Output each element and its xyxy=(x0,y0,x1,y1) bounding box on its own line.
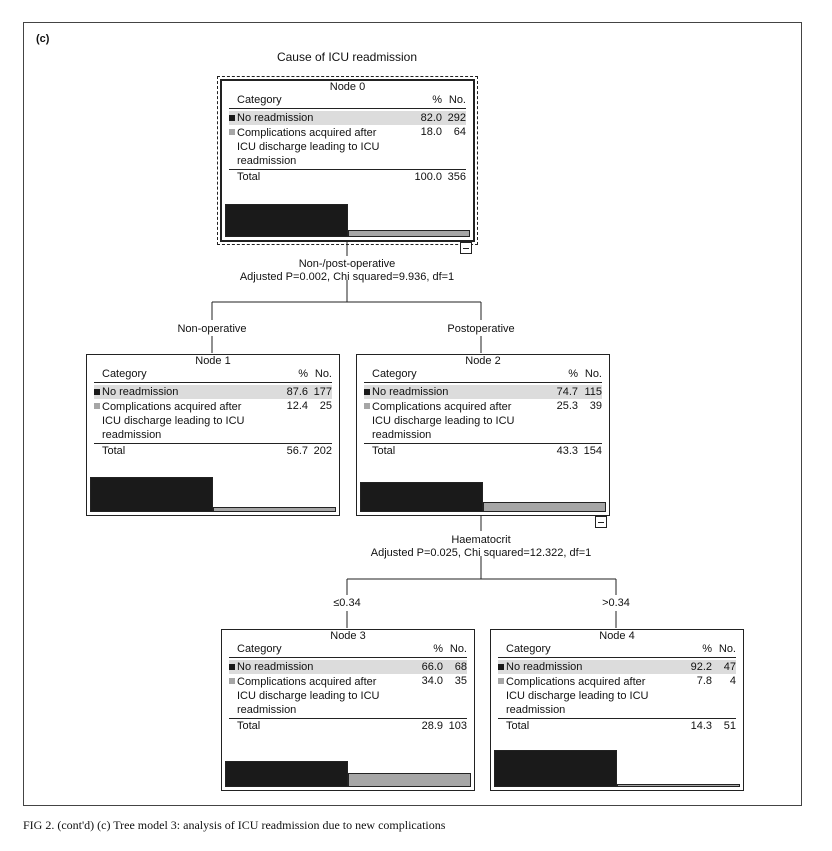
pct-value: 74.7 xyxy=(556,386,578,398)
header-category: Category xyxy=(506,643,551,655)
split0-variable: Non-/post-operative xyxy=(298,258,396,270)
complications-bar xyxy=(348,230,471,237)
total-label: Total xyxy=(237,720,261,732)
no-readmission-bar xyxy=(90,477,213,512)
split1-variable: Haematocrit xyxy=(451,534,511,546)
category-label: No readmission xyxy=(102,386,179,398)
pct-value: 82.0 xyxy=(420,112,442,124)
header-no: No. xyxy=(584,368,602,380)
count-value: 51 xyxy=(723,720,736,732)
no-readmission-swatch xyxy=(94,389,100,395)
complications-bar xyxy=(617,784,740,787)
row-total xyxy=(498,719,736,735)
no-readmission-bar xyxy=(360,482,483,512)
category-label: Complications acquired after ICU discharge leading to ICU readmission xyxy=(237,127,380,167)
category-label: Complications acquired after ICU discharge leading to ICU readmission xyxy=(372,401,515,441)
header-category: Category xyxy=(237,94,282,106)
split0-stats: Adjusted P=0.002, Chi squared=9.936, df=1 xyxy=(239,271,455,283)
node-bar-chart xyxy=(225,197,470,237)
node-bar-chart xyxy=(360,472,606,512)
count-value: 4 xyxy=(729,675,736,687)
node2-collapse-icon[interactable] xyxy=(595,516,607,528)
header-category: Category xyxy=(372,368,417,380)
node-title: Node 4 xyxy=(599,630,635,642)
category-label: Complications acquired after ICU discharge leading to ICU readmission xyxy=(237,676,380,716)
tree-node-2[interactable] xyxy=(356,354,610,516)
tree-title: Cause of ICU readmission xyxy=(276,50,418,64)
count-value: 103 xyxy=(448,720,467,732)
total-label: Total xyxy=(102,445,126,457)
node-bar-chart xyxy=(225,747,471,787)
count-value: 64 xyxy=(453,126,466,138)
no-readmission-bar xyxy=(225,761,348,787)
header-no: No. xyxy=(718,643,736,655)
header-pct: % xyxy=(568,368,578,380)
split0-left-label: Non-operative xyxy=(177,323,247,335)
count-value: 115 xyxy=(584,386,602,398)
header-no: No. xyxy=(314,368,332,380)
pct-value: 56.7 xyxy=(286,445,308,457)
category-label: No readmission xyxy=(372,386,449,398)
node-table xyxy=(364,367,602,460)
tree-node-3[interactable] xyxy=(221,629,475,791)
total-label: Total xyxy=(506,720,530,732)
node-table xyxy=(229,93,466,186)
node-table xyxy=(498,642,736,735)
count-value: 47 xyxy=(723,661,736,673)
complications-bar xyxy=(483,502,606,512)
count-value: 292 xyxy=(447,112,466,124)
count-value: 25 xyxy=(319,400,332,412)
complications-swatch xyxy=(229,678,235,684)
row-total xyxy=(364,444,602,460)
row-complications xyxy=(229,674,467,719)
pct-value: 43.3 xyxy=(556,445,578,457)
table-header-row xyxy=(94,367,332,383)
split1-stats: Adjusted P=0.025, Chi squared=12.322, df=1 xyxy=(370,547,592,559)
pct-value: 28.9 xyxy=(421,720,443,732)
table-header-row xyxy=(229,93,466,109)
node-title: Node 0 xyxy=(329,81,366,93)
count-value: 202 xyxy=(313,445,332,457)
complications-bar xyxy=(213,507,336,512)
total-label: Total xyxy=(237,171,261,183)
node-title: Node 1 xyxy=(195,355,231,367)
table-header-row xyxy=(229,642,467,658)
row-no-readmission xyxy=(498,660,736,674)
pct-value: 66.0 xyxy=(421,661,443,673)
table-header-row xyxy=(498,642,736,658)
row-complications xyxy=(229,125,466,170)
node-bar-chart xyxy=(494,747,740,787)
no-readmission-bar xyxy=(225,204,348,237)
table-header-row xyxy=(364,367,602,383)
tree-node-1[interactable] xyxy=(86,354,340,516)
tree-node-4[interactable] xyxy=(490,629,744,791)
header-pct: % xyxy=(432,94,442,106)
category-label: Complications acquired after ICU discharge leading to ICU readmission xyxy=(102,401,245,441)
header-no: No. xyxy=(448,94,466,106)
row-total xyxy=(229,170,466,186)
pct-value: 34.0 xyxy=(421,675,443,687)
node-title: Node 3 xyxy=(330,630,366,642)
row-complications xyxy=(498,674,736,719)
category-label: Complications acquired after ICU discharge leading to ICU readmission xyxy=(506,676,649,716)
node-table xyxy=(229,642,467,735)
category-label: No readmission xyxy=(506,661,583,673)
pct-value: 14.3 xyxy=(690,720,712,732)
split1-right-label: >0.34 xyxy=(602,597,630,609)
count-value: 35 xyxy=(454,675,467,687)
complications-swatch xyxy=(364,403,370,409)
figure-caption: FIG 2. (cont'd) (c) Tree model 3: analysis of ICU readmission due to new complications xyxy=(23,818,446,832)
count-value: 177 xyxy=(313,386,332,398)
no-readmission-swatch xyxy=(229,115,235,121)
complications-swatch xyxy=(229,129,235,135)
no-readmission-bar xyxy=(494,750,617,787)
category-label: No readmission xyxy=(237,661,314,673)
row-no-readmission xyxy=(229,660,467,674)
node0-collapse-icon[interactable] xyxy=(460,242,472,254)
row-no-readmission xyxy=(94,385,332,399)
total-label: Total xyxy=(372,445,396,457)
count-value: 356 xyxy=(447,171,466,183)
node-table xyxy=(94,367,332,460)
node-title: Node 2 xyxy=(465,355,501,367)
row-complications xyxy=(364,399,602,444)
pct-value: 7.8 xyxy=(696,675,712,687)
node-bar-chart xyxy=(90,472,336,512)
split0-right-label: Postoperative xyxy=(447,323,515,335)
header-no: No. xyxy=(449,643,467,655)
row-total xyxy=(229,719,467,735)
row-complications xyxy=(94,399,332,444)
row-total xyxy=(94,444,332,460)
category-label: No readmission xyxy=(237,112,314,124)
no-readmission-swatch xyxy=(229,664,235,670)
split1-left-label: ≤0.34 xyxy=(333,597,361,609)
pct-value: 100.0 xyxy=(414,171,442,183)
figure-panel xyxy=(23,22,802,806)
count-value: 68 xyxy=(454,661,467,673)
complications-swatch xyxy=(498,678,504,684)
no-readmission-swatch xyxy=(498,664,504,670)
header-category: Category xyxy=(237,643,282,655)
header-category: Category xyxy=(102,368,147,380)
panel-label: (c) xyxy=(36,33,50,45)
pct-value: 18.0 xyxy=(420,126,442,138)
row-no-readmission xyxy=(229,111,466,125)
row-no-readmission xyxy=(364,385,602,399)
no-readmission-swatch xyxy=(364,389,370,395)
tree-node-0[interactable] xyxy=(220,79,475,242)
pct-value: 25.3 xyxy=(556,400,578,412)
header-pct: % xyxy=(298,368,308,380)
pct-value: 12.4 xyxy=(286,400,308,412)
count-value: 39 xyxy=(589,400,602,412)
count-value: 154 xyxy=(583,445,602,457)
pct-value: 87.6 xyxy=(286,386,308,398)
header-pct: % xyxy=(433,643,443,655)
header-pct: % xyxy=(702,643,712,655)
complications-swatch xyxy=(94,403,100,409)
pct-value: 92.2 xyxy=(690,661,712,673)
complications-bar xyxy=(348,773,471,787)
